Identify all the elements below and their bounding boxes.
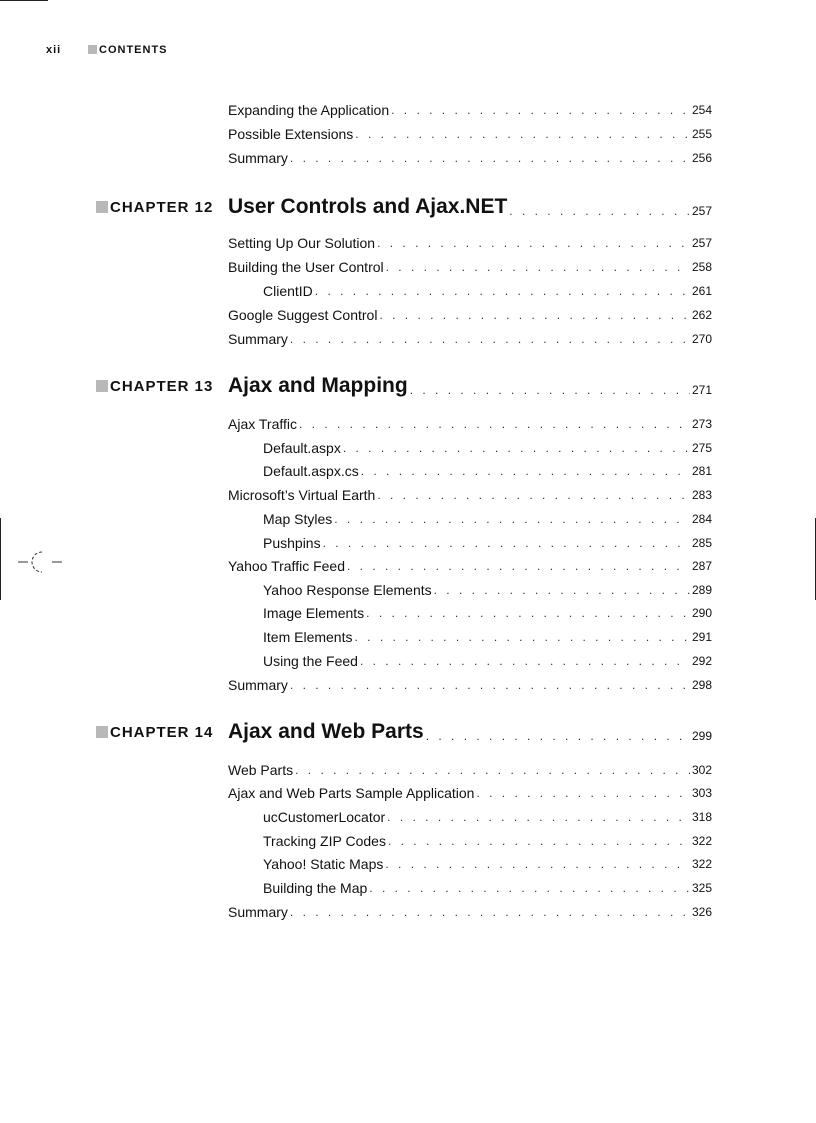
dot-leader	[377, 234, 690, 252]
toc-entry-title: Map Styles	[263, 511, 333, 527]
toc-subentry[interactable]	[263, 581, 712, 599]
toc-entry-page: 258	[691, 260, 712, 274]
chapter-title: Ajax and Mapping	[228, 374, 408, 397]
dot-leader	[369, 879, 690, 897]
dot-leader	[426, 727, 690, 745]
toc-entry[interactable]	[228, 415, 712, 433]
section-title: CONTENTS	[99, 44, 168, 56]
toc-entry-title: Google Suggest Control	[228, 307, 378, 323]
chapter-title: User Controls and Ajax.NET	[228, 195, 508, 218]
dot-leader	[354, 628, 689, 646]
dot-leader	[323, 534, 690, 552]
dot-leader	[391, 101, 690, 119]
toc-entry-page: 292	[691, 654, 712, 668]
chapter-title-row[interactable]	[228, 194, 712, 220]
toc-entry-page: 322	[691, 834, 712, 848]
toc-entry-page: 287	[691, 559, 712, 573]
toc-entry-title: Ajax and Web Parts Sample Application	[228, 785, 475, 801]
dot-leader	[385, 855, 690, 873]
dot-leader	[295, 761, 690, 779]
toc-entry-page: 275	[691, 441, 712, 455]
toc-subentry[interactable]	[263, 510, 712, 528]
toc-entry-page: 283	[691, 488, 712, 502]
toc-entry[interactable]	[228, 306, 712, 324]
toc-entry-title: Default.aspx.cs	[263, 463, 359, 479]
toc-entry-title: Ajax Traffic	[228, 416, 297, 432]
toc-entry[interactable]	[228, 125, 712, 143]
toc-entry-page: 257	[691, 236, 712, 250]
dot-leader	[347, 557, 690, 575]
toc-entry-title: Building the Map	[263, 880, 368, 896]
dot-leader	[299, 415, 690, 433]
toc-entry-page: 318	[691, 810, 712, 824]
dot-leader	[476, 784, 690, 802]
toc-entry-title: Image Elements	[263, 605, 365, 621]
toc-entry-title: Yahoo Traffic Feed	[228, 558, 345, 574]
toc-subentry[interactable]	[263, 534, 712, 552]
square-bullet-icon	[88, 45, 97, 54]
crop-mark-left	[0, 518, 1, 600]
registration-mark-icon	[18, 550, 62, 580]
toc-entry-title: Summary	[228, 677, 288, 693]
toc-subentry[interactable]	[263, 855, 712, 873]
toc-entry-page: 322	[691, 857, 712, 871]
page-number: xii	[46, 44, 62, 56]
toc-entry-page: 290	[691, 606, 712, 620]
toc-entry-title: Pushpins	[263, 535, 321, 551]
toc-entry-title: Using the Feed	[263, 653, 358, 669]
square-bullet-icon	[96, 380, 108, 392]
dot-leader	[377, 486, 690, 504]
dot-leader	[366, 604, 690, 622]
toc-entry-title: Summary	[228, 904, 288, 920]
toc-entry[interactable]	[228, 903, 712, 921]
chapter-title: Ajax and Web Parts	[228, 720, 424, 743]
toc-entry[interactable]	[228, 234, 712, 252]
chapter-label: CHAPTER 12	[96, 199, 214, 216]
toc-subentry[interactable]	[263, 439, 712, 457]
chapter-label: CHAPTER 13	[96, 378, 214, 395]
dot-leader	[290, 676, 690, 694]
dot-leader	[434, 581, 690, 599]
dot-leader	[290, 903, 690, 921]
chapter-label: CHAPTER 14	[96, 724, 214, 741]
dot-leader	[315, 282, 690, 300]
toc-entry-title: Summary	[228, 331, 288, 347]
dot-leader	[379, 306, 690, 324]
toc-entry-page: 273	[691, 417, 712, 431]
dot-leader	[290, 330, 690, 348]
toc-entry[interactable]	[228, 676, 712, 694]
toc-entry-title: Default.aspx	[263, 440, 341, 456]
dot-leader	[355, 125, 690, 143]
toc-entry-page: 298	[691, 678, 712, 692]
toc-entry-page: 284	[691, 512, 712, 526]
toc-entry[interactable]	[228, 330, 712, 348]
toc-entry-page: 254	[691, 103, 712, 117]
dot-leader	[386, 258, 690, 276]
toc-entry-title: Setting Up Our Solution	[228, 235, 376, 251]
toc-entry-page: 302	[691, 763, 712, 777]
crop-mark-top-left	[0, 0, 48, 1]
chapter-title-row[interactable]	[228, 719, 712, 745]
toc-entry-page: 281	[691, 464, 712, 478]
toc-entry[interactable]	[228, 149, 712, 167]
toc-entry-title: Yahoo Response Elements	[263, 582, 432, 598]
toc-entry-title: Yahoo! Static Maps	[263, 856, 384, 872]
toc-entry-page: 285	[691, 536, 712, 550]
toc-entry[interactable]	[228, 258, 712, 276]
toc-entry[interactable]	[228, 784, 712, 802]
toc-entry-page: 303	[691, 786, 712, 800]
toc-entry-title: ClientID	[263, 283, 313, 299]
toc-entry-title: Expanding the Application	[228, 102, 390, 118]
toc-entry-page: 270	[691, 332, 712, 346]
toc-entry[interactable]	[228, 486, 712, 504]
toc-subentry[interactable]	[263, 462, 712, 480]
toc-entry-title: Item Elements	[263, 629, 353, 645]
dot-leader	[509, 202, 690, 220]
toc-entry-page: 261	[691, 284, 712, 298]
toc-subentry[interactable]	[263, 652, 712, 670]
chapter-page: 271	[691, 383, 712, 397]
chapter-page: 299	[691, 729, 712, 743]
toc-entry[interactable]	[228, 101, 712, 119]
dot-leader	[387, 808, 690, 826]
toc-subentry[interactable]	[263, 604, 712, 622]
toc-entry[interactable]	[228, 557, 712, 575]
toc-subentry[interactable]	[263, 808, 712, 826]
dot-leader	[388, 832, 690, 850]
toc-entry-title: Summary	[228, 150, 288, 166]
toc-entry-page: 289	[691, 583, 712, 597]
toc-entry-page: 255	[691, 127, 712, 141]
square-bullet-icon	[96, 201, 108, 213]
dot-leader	[334, 510, 690, 528]
toc-entry-title: Tracking ZIP Codes	[263, 833, 386, 849]
toc-entry-page: 326	[691, 905, 712, 919]
toc-entry-page: 256	[691, 151, 712, 165]
toc-entry-page: 325	[691, 881, 712, 895]
dot-leader	[290, 149, 690, 167]
toc-entry-title: Microsoft’s Virtual Earth	[228, 487, 376, 503]
toc-entry[interactable]	[228, 761, 712, 779]
toc-subentry[interactable]	[263, 879, 712, 897]
toc-entry-title: Building the User Control	[228, 259, 384, 275]
chapter-title-row[interactable]	[228, 373, 712, 399]
dot-leader	[361, 462, 690, 480]
chapter-page: 257	[691, 204, 712, 218]
dot-leader	[360, 652, 690, 670]
dot-leader	[343, 439, 690, 457]
toc-entry-title: Possible Extensions	[228, 126, 354, 142]
toc-subentry[interactable]	[263, 628, 712, 646]
toc-subentry[interactable]	[263, 832, 712, 850]
running-head	[46, 44, 168, 56]
toc-entry-title: ucCustomerLocator	[263, 809, 386, 825]
toc-entry-page: 262	[691, 308, 712, 322]
toc-entry-page: 291	[691, 630, 712, 644]
dot-leader	[410, 381, 690, 399]
toc-subentry[interactable]	[263, 282, 712, 300]
square-bullet-icon	[96, 726, 108, 738]
toc-entry-title: Web Parts	[228, 762, 294, 778]
